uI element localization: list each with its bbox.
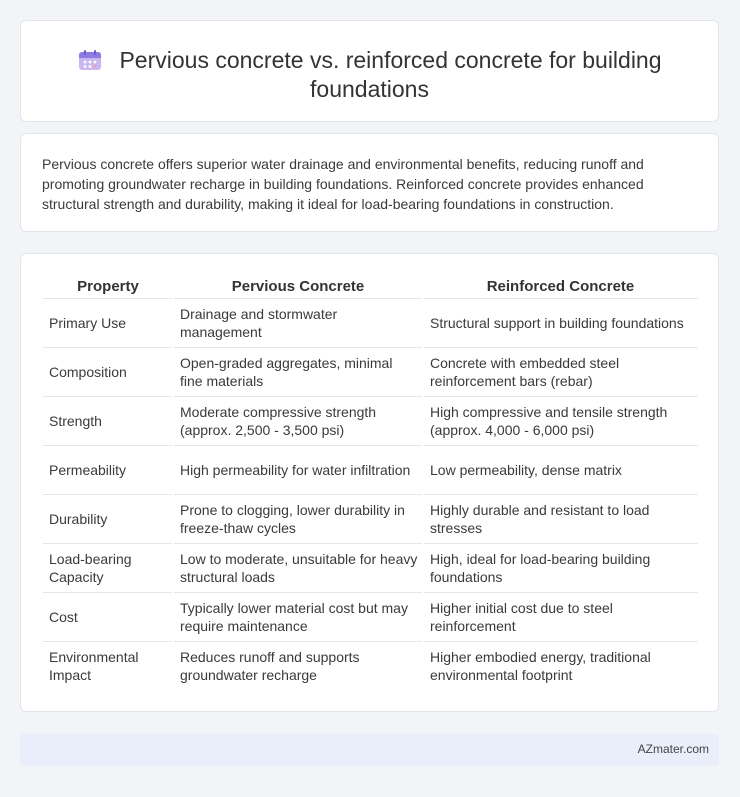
footer-bar — [20, 734, 719, 766]
row-reinforced: High compressive and tensile strength (approx. 4,000 - 6,000 psi) — [423, 396, 698, 445]
table-row — [43, 494, 698, 543]
table-row — [43, 298, 698, 347]
row-reinforced: Higher embodied energy, traditional environmental footprint — [423, 641, 698, 690]
row-pervious: Moderate compressive strength (approx. 2,500 - 3,500 psi) — [173, 396, 423, 445]
row-pervious: Open-graded aggregates, minimal fine materials — [173, 347, 423, 396]
row-reinforced: High, ideal for load-bearing building foundations — [423, 543, 698, 592]
page-title: Pervious concrete vs. reinforced concrete for building foundations — [119, 47, 662, 102]
row-property: Cost — [43, 592, 173, 641]
row-property: Strength — [43, 396, 173, 445]
row-pervious: High permeability for water infiltration — [173, 445, 423, 494]
table-header-row — [43, 276, 698, 298]
page-title-wrap — [21, 46, 718, 104]
table-row — [43, 445, 698, 494]
row-reinforced: Structural support in building foundations — [423, 298, 698, 347]
row-pervious: Prone to clogging, lower durability in freeze-thaw cycles — [173, 494, 423, 543]
summary-text: Pervious concrete offers superior water drainage and environmental benefits, reducing runoff and promoting groundwater recharge in building foundations. Reinforced concrete provides enhanced structural strength and durability, making it ideal for load-bearing foundations in construction. — [42, 156, 644, 212]
table-row — [43, 396, 698, 445]
row-reinforced: Highly durable and resistant to load stresses — [423, 494, 698, 543]
summary-card — [20, 133, 719, 232]
table-row — [43, 543, 698, 592]
row-reinforced: Higher initial cost due to steel reinforcement — [423, 592, 698, 641]
row-property: Environmental Impact — [43, 641, 173, 690]
footer-brand: AZmater.com — [637, 742, 709, 756]
header-reinforced: Reinforced Concrete — [486, 277, 635, 295]
header-pervious: Pervious Concrete — [231, 277, 365, 295]
table-row — [43, 641, 698, 690]
row-reinforced: Concrete with embedded steel reinforcement bars (rebar) — [423, 347, 698, 396]
row-pervious: Reduces runoff and supports groundwater recharge — [173, 641, 423, 690]
row-reinforced: Low permeability, dense matrix — [423, 445, 698, 494]
comparison-table-card — [20, 253, 719, 712]
header-property: Property — [77, 277, 139, 295]
row-property: Composition — [43, 347, 173, 396]
row-property: Load-bearing Capacity — [43, 543, 173, 592]
calendar-icon — [77, 49, 103, 71]
row-property: Durability — [43, 494, 173, 543]
row-pervious: Typically lower material cost but may require maintenance — [173, 592, 423, 641]
row-pervious: Low to moderate, unsuitable for heavy structural loads — [173, 543, 423, 592]
row-property: Primary Use — [43, 298, 173, 347]
comparison-table — [43, 276, 698, 690]
table-row — [43, 347, 698, 396]
title-card — [20, 20, 719, 122]
row-pervious: Drainage and stormwater management — [173, 298, 423, 347]
row-property: Permeability — [43, 445, 173, 494]
table-row — [43, 592, 698, 641]
